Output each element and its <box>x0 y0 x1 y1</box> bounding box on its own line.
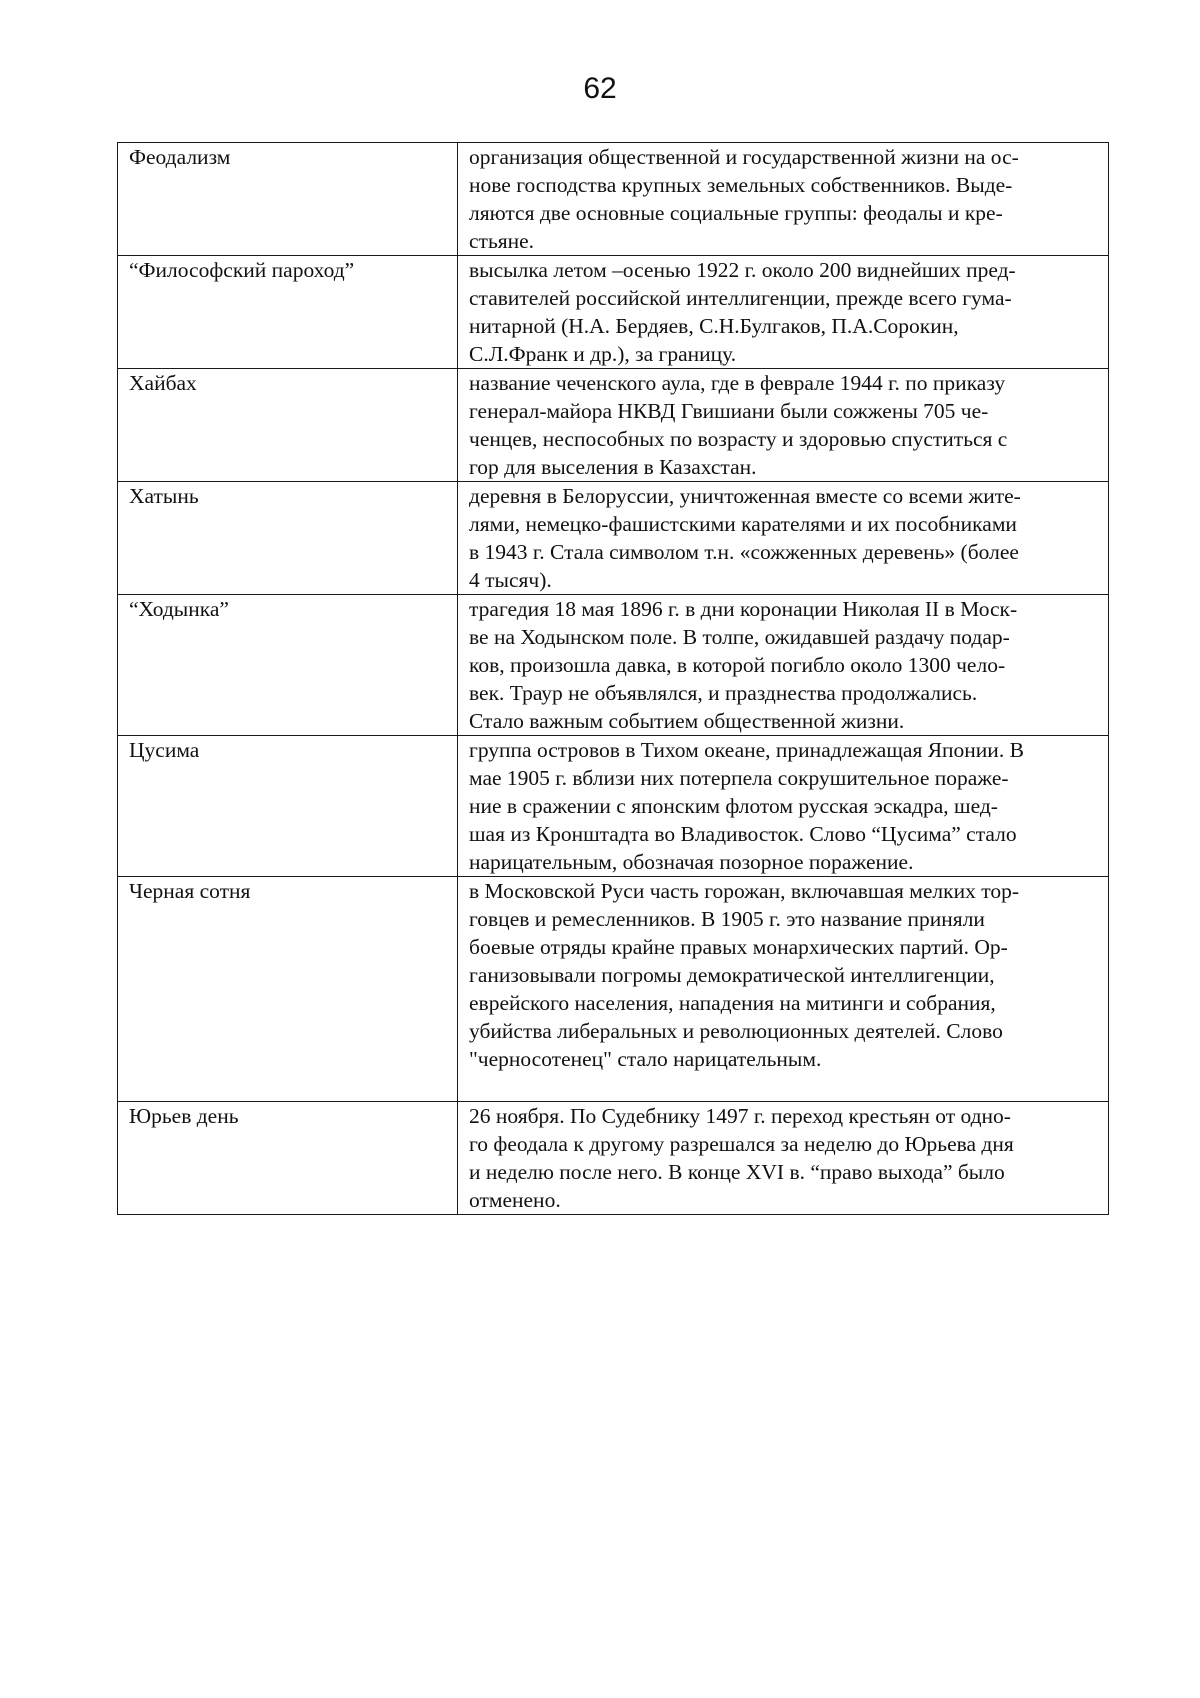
definition-line: 26 ноября. По Судебнику 1497 г. переход крестьян от одно- <box>469 1104 1011 1128</box>
definition-line: в Московской Руси часть горожан, включавшая мелких тор- <box>469 879 1020 903</box>
definition-line: стьяне. <box>469 229 535 253</box>
glossary-row <box>118 482 1109 595</box>
glossary-row <box>118 1102 1109 1215</box>
definition-line: С.Л.Франк и др.), за границу. <box>469 342 737 366</box>
glossary-definition <box>458 877 1109 1102</box>
definition-line: и неделю после него. В конце XVI в. “право выхода” было <box>469 1160 1005 1184</box>
definition-line: деревня в Белоруссии, уничтоженная вместе со всеми жите- <box>469 484 1021 508</box>
glossary-term: “Философский пароход” <box>118 256 458 369</box>
definition-line: в 1943 г. Стала символом т.н. «сожженных деревень» (более <box>469 540 1019 564</box>
definition-line: го феодала к другому разрешался за неделю до Юрьева дня <box>469 1132 1014 1156</box>
glossary-definition <box>458 595 1109 736</box>
glossary-definition <box>458 1102 1109 1215</box>
glossary-definition <box>458 736 1109 877</box>
definition-line: лями, немецко-фашистскими карателями и их пособниками <box>469 512 1017 536</box>
definition-line: убийства либеральных и революционных деятелей. Слово <box>469 1019 1003 1043</box>
page-number: 62 <box>583 72 617 105</box>
definition-line: шая из Кронштадта во Владивосток. Слово “Цусима” стало <box>469 822 1017 846</box>
definition-line: генерал-майора НКВД Гвишиани были сожжены 705 че- <box>469 399 989 423</box>
definition-line: высылка летом –осенью 1922 г. около 200 виднейших пред- <box>469 258 1016 282</box>
definition-line: боевые отряды крайне правых монархических партий. Ор- <box>469 935 1008 959</box>
glossary-body <box>118 143 1109 1215</box>
definition-line: название чеченского аула, где в феврале 1944 г. по приказу <box>469 371 1006 395</box>
definition-line: ве на Ходынском поле. В толпе, ожидавшей раздачу подар- <box>469 625 1010 649</box>
definition-line: ков, произошла давка, в которой погибло около 1300 чело- <box>469 653 1006 677</box>
definition-line: Стало важным событием общественной жизни. <box>469 709 905 733</box>
definition-line: ганизовывали погромы демократической интеллигенции, <box>469 963 995 987</box>
definition-line: ставителей российской интеллигенции, прежде всего гума- <box>469 286 1012 310</box>
glossary-definition <box>458 369 1109 482</box>
definition-line: ляются две основные социальные группы: феодалы и кре- <box>469 201 1003 225</box>
glossary-term: “Ходынка” <box>118 595 458 736</box>
glossary-row <box>118 256 1109 369</box>
definition-line: "черносотенец" стало нарицательным. <box>469 1047 822 1071</box>
glossary-definition <box>458 482 1109 595</box>
definition-line: еврейского населения, нападения на митинги и собрания, <box>469 991 996 1015</box>
glossary-row <box>118 877 1109 1102</box>
definition-line: организация общественной и государственной жизни на ос- <box>469 145 1019 169</box>
glossary-definition <box>458 256 1109 369</box>
definition-line: отменено. <box>469 1188 561 1212</box>
glossary-term: Черная сотня <box>118 877 458 1102</box>
definition-line: мае 1905 г. вблизи них потерпела сокрушительное пораже- <box>469 766 1009 790</box>
glossary-row <box>118 736 1109 877</box>
glossary-term: Хатынь <box>118 482 458 595</box>
glossary-term: Хайбах <box>118 369 458 482</box>
glossary-table <box>117 142 1109 1215</box>
glossary-definition <box>458 143 1109 256</box>
glossary-term: Феодализм <box>118 143 458 256</box>
definition-line: ние в сражении с японским флотом русская эскадра, шед- <box>469 794 998 818</box>
definition-line: гор для выселения в Казахстан. <box>469 455 757 479</box>
definition-line: нове господства крупных земельных собственников. Выде- <box>469 173 1013 197</box>
definition-line: ченцев, неспособных по возрасту и здоровью спуститься с <box>469 427 1008 451</box>
definition-line: нарицательным, обозначая позорное поражение. <box>469 850 914 874</box>
glossary-term: Юрьев день <box>118 1102 458 1215</box>
definition-line: трагедия 18 мая 1896 г. в дни коронации Николая II в Моск- <box>469 597 1018 621</box>
glossary-row <box>118 595 1109 736</box>
glossary-row <box>118 369 1109 482</box>
definition-line: группа островов в Тихом океане, принадлежащая Японии. В <box>469 738 1024 762</box>
definition-line: нитарной (Н.А. Бердяев, С.Н.Булгаков, П.А.Сорокин, <box>469 314 959 338</box>
definition-line: век. Траур не объявлялся, и празднества продолжались. <box>469 681 978 705</box>
glossary-row <box>118 143 1109 256</box>
definition-line: 4 тысяч). <box>469 568 552 592</box>
definition-line: говцев и ремесленников. В 1905 г. это название приняли <box>469 907 985 931</box>
glossary-term: Цусима <box>118 736 458 877</box>
